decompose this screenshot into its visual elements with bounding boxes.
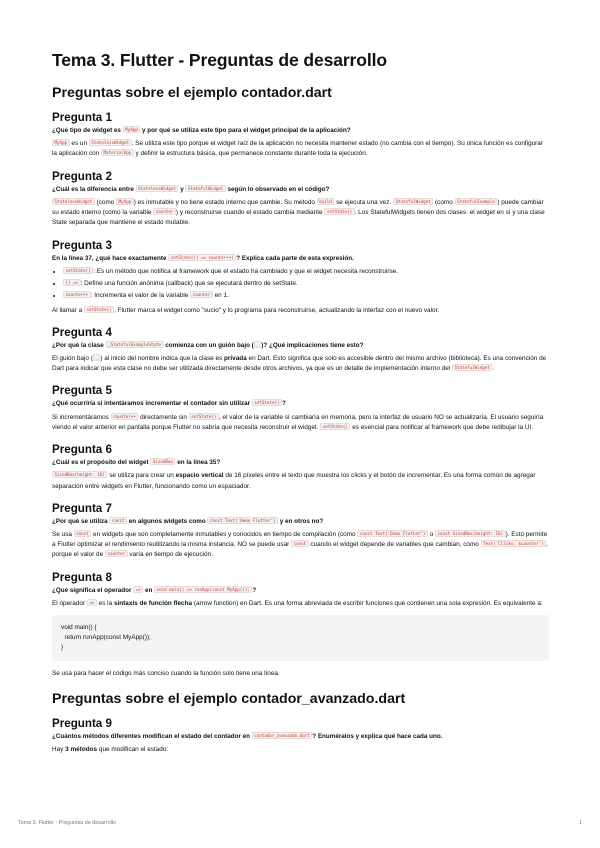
inline-code: setState() [63,267,93,274]
answer-text [52,471,549,492]
text-run: ¿Cuál es la diferencia entre [52,185,136,193]
text-run: directamente sin [138,413,189,421]
text-run: ? [282,400,286,408]
question-heading: Pregunta 4 [52,325,112,339]
answer-text: Se usa para hacer el código más conciso cuando la función solo tiene una línea. [52,669,280,677]
text-run: )? ¿Qué implicaciones tiene esto? [261,341,364,349]
question-block-1 [52,111,549,160]
document-page [52,50,549,766]
text-run: , el valor de la variable sí cambiaría en memoria, pero la interfaz de usuario NO se actualizaría. El usuario seguiría viendo el valor anterior en pantalla porque Flutter no sabría que necesita reconstruir el widget. [52,413,544,431]
inline-code: => [87,599,97,606]
text-run: ) y reconstruirse cuando el estado cambia mediante [175,209,325,217]
inline-code: const [291,540,309,547]
question-text [52,587,549,595]
question-heading: Pregunta 3 [52,238,112,252]
text-run: ? Explica cada parte de esta expresión. [236,254,354,262]
inline-code: MyApp [123,126,141,133]
question-block-7 [52,502,549,561]
code-block: void main() { return runApp(const MyApp()); } [52,615,549,661]
bold-text: 3 métodos [65,746,98,754]
inline-code: setState() [324,208,354,215]
text-run: ? Enuméralos y explica qué hace cada uno. [312,733,443,741]
question-heading: Pregunta 7 [52,501,112,515]
question-block-6 [52,443,549,492]
page-footer [18,820,582,826]
question-block-3 [52,239,549,316]
inline-code: const SizedBox(height: 16) [435,530,506,537]
question-heading: Pregunta 9 [52,717,112,731]
question-heading: Pregunta 8 [52,570,112,584]
text-run: cuando el widget depende de variables que cambian, como [308,541,481,549]
question-block-9 [52,717,549,755]
inline-code: counter [105,550,128,557]
bold-text: sintaxis de función flecha [113,599,193,607]
inline-code: setState(() => counter++) [168,254,236,261]
inline-code: MyApp [116,198,134,205]
text-run: es esencial para notificar al framework que debe redibujar la UI. [350,423,534,431]
inline-code: SizedBox [150,458,175,465]
inline-code: counter [190,291,213,298]
question-block-2 [52,170,549,229]
inline-code: contador_avanzado.dart [252,732,312,739]
text-run: es la [96,599,114,607]
question-text [52,186,549,194]
question-text [52,459,549,467]
text-run: . Los StatefulWidgets tienen dos clases: el widget en sí y una clase State separada que mantiene el estado mutable. [52,209,545,227]
question-heading: Pregunta 6 [52,443,112,457]
bold-text: privada [224,354,247,362]
text-run: que modifican el estado: [97,746,169,754]
text-run: varía en tiempo de ejecución. [127,551,213,559]
inline-code: StatelessWidget [136,185,179,192]
question-block-5 [52,384,549,433]
answer-text [52,139,549,160]
inline-code: MyApp [52,139,70,146]
text-run: , Flutter marca el widget como "sucio" y lo programa para reconstruirse, actualizando la interfaz con el nuevo valor. [114,306,440,314]
text-run: , porque el valor de [52,541,548,559]
answer-text [52,530,549,561]
inline-code: Text('Clicks: $counter') [481,540,547,547]
text-run: . Se utiliza este tipo porque el widget raíz de la aplicación no necesita mantener estado (no cambia con el tiempo). Su única función es configurar la aplicación con [52,140,543,158]
inline-code: StatefulWidget [185,185,225,192]
question-text [52,255,549,263]
answer-text [52,599,549,609]
inline-code: () => [63,279,81,286]
inline-code: build [317,198,335,205]
list-item [63,279,549,289]
text-run: (como [94,198,117,206]
text-run: : Define una función anónima (callback) que se ejecutará dentro de setState. [80,280,298,288]
inline-code: counter [153,208,176,215]
section-title-avanzado: Preguntas sobre el ejemplo contador_avanzado.dart [52,691,406,708]
inline-code: MaterialApp [101,149,134,156]
text-run: de 16 píxeles entre el texto que muestra los clicks y el botón de incrementar. Es una forma común de agregar separación entre widgets en Flutter, funcionando como un espaciador. [52,472,536,490]
section-avanzado [52,691,549,755]
question-text [52,127,549,135]
inline-code: setState() [252,399,282,406]
footer-title: Tema 3. Flutter - Preguntas de desarrollo [18,820,116,826]
text-run: El guión bajo ( [52,354,93,362]
text-run: en widgets que son completamente inmutables y conocidos en tiempo de compilación (como [91,530,358,538]
page-number: 1 [579,820,582,826]
text-run: se utiliza para crear un [107,472,176,480]
inline-code: const [74,530,92,537]
question-text [52,342,549,350]
inline-code: void main() => runApp(const MyApp()); [154,586,252,593]
text-run: ? [252,586,257,594]
inline-code: StatefulExample [455,198,498,205]
text-run: Se usa [52,530,74,538]
text-run: en la línea 35? [175,459,221,467]
text-run: según lo observado en el código? [225,185,330,193]
inline-code: counter++ [63,291,91,298]
text-run: (como [433,198,455,206]
answer-text [52,198,549,229]
text-run: se ejecuta una vez. [334,198,393,206]
text-run: en Dart. Esto significa que solo es accesible dentro del mismo archivo (biblioteca). Es una convención de Dart para indicar que esta clase no debe ser utilizada directamente desde otros archivos, ya que es un detalle de implementación interno del [52,354,547,373]
text-run: ). Esto permite a Flutter optimizar el rendimiento reutilizando la misma instancia. NO se puede usar [52,530,548,549]
text-run: y en otros no? [278,517,324,525]
text-run: . [492,365,495,373]
inline-code: StatelessWidget [52,198,95,205]
text-run: en 1. [212,292,229,300]
text-run: Al llamar a [52,306,84,314]
text-run: ¿Por qué se utiliza [52,517,110,525]
inline-code: const [109,517,127,524]
answer-text [52,306,549,316]
text-run: en algunos widgets como [127,517,208,525]
inline-code: _StatefulExampleState [106,341,164,348]
answer-text [52,354,549,375]
text-run: es un [69,140,89,148]
text-run: y por qué se utiliza este tipo para el widget principal de la aplicación? [140,127,351,134]
text-run: (arrow function) en Dart. Es una forma abreviada de escribir funciones que contienen una sola expresión. Es equivalente a: [192,599,543,607]
answer-text [52,745,549,755]
section-title-contador: Preguntas sobre el ejemplo contador.dart [52,85,332,101]
text-run: ¿Cuántos métodos diferentes modifican el estado del contador en [52,733,252,741]
question-text [52,518,549,526]
page-title: Tema 3. Flutter - Preguntas de desarrollo [52,50,387,70]
text-run: El operador [52,599,87,607]
text-run: En la línea 37, ¿qué hace exactamente [52,254,169,262]
inline-code: => [133,586,143,593]
text-run: ¿Cuál es el propósito del widget [52,459,151,467]
text-run: ) al inicio del nombre indica que la clase es [100,354,225,362]
question-text [52,400,549,408]
text-run: y [178,185,186,193]
inline-code: setState() [189,413,219,420]
text-run: : Es un método que notifica al framework que el estado ha cambiado y que el widget necesita reconstruirse. [93,267,399,275]
inline-code: setState() [320,423,350,430]
text-run: Hay [52,746,66,754]
inline-code: _ [254,341,262,348]
question-heading: Pregunta 2 [52,169,112,183]
inline-code: StatelessWidget [89,139,132,146]
text-run: ¿Por qué la clase [52,341,106,349]
text-run: ¿Qué tipo de widget es [52,127,123,134]
text-run: : Incrementa el valor de la variable [90,292,191,300]
answer-text [52,413,549,434]
text-run: Si incrementáramos [52,413,111,421]
inline-code: const Text('Demo Flutter') [207,517,278,524]
inline-code: StatefulWidget [393,198,433,205]
text-run: ) puede cambiar su estado interno (como la variable [52,198,544,217]
bold-text: espacio vertical [175,472,224,480]
text-run: ¿Qué ocurriría si intentáramos incrementar el contador sin utilizar [52,400,252,408]
question-block-8 [52,571,549,679]
text-run: o [427,530,436,538]
text-run: comienza con un guión bajo ( [163,341,254,349]
inline-code: counter++ [111,413,139,420]
bullet-list [52,267,549,302]
text-run: ) es inmutable y no tiene estado interno que cambie. Su método [133,198,317,206]
question-text [52,733,549,741]
inline-code: const Text('Demo Flutter') [357,530,428,537]
text-run: ¿Qué significa el operador [52,586,134,594]
text-run: y definir la estructura básica, que permanece constante durante toda la ejecución. [133,150,368,158]
inline-code: StatefulWidget [452,364,492,371]
text-run: en [143,586,155,594]
question-block-4 [52,326,549,375]
list-item [63,291,549,301]
inline-code: setState() [84,306,114,313]
list-item [63,267,549,277]
question-heading: Pregunta 1 [52,111,112,124]
inline-code: _ [93,354,101,361]
inline-code: SizedBox(height: 16) [52,471,107,478]
question-heading: Pregunta 5 [52,384,112,398]
